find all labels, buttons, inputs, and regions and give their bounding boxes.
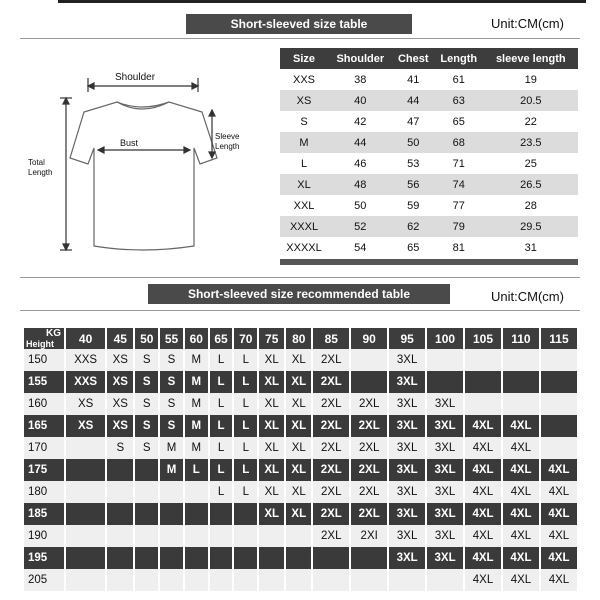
table-cell: L bbox=[300, 157, 308, 170]
size-cell: 3XL bbox=[427, 415, 463, 437]
size-cell bbox=[185, 569, 208, 591]
size-cell: 2XL bbox=[351, 481, 387, 503]
divider bbox=[20, 38, 580, 39]
shoulder-label: Shoulder bbox=[115, 72, 156, 83]
size-cell: 3XL bbox=[389, 459, 425, 481]
size-cell bbox=[286, 547, 311, 569]
size-cell: 4XL bbox=[541, 459, 577, 481]
recommend-table-header bbox=[24, 328, 577, 349]
table-cell: 31 bbox=[524, 241, 537, 254]
size-cell: XS bbox=[66, 393, 105, 415]
size-cell: L bbox=[234, 481, 257, 503]
size-cell: 3XL bbox=[389, 437, 425, 459]
size-cell bbox=[66, 459, 105, 481]
table-cell: 20.5 bbox=[484, 90, 578, 111]
size-cell: 3XL bbox=[427, 393, 463, 415]
tshirt-outline-icon bbox=[70, 102, 217, 250]
table-row bbox=[24, 371, 577, 393]
size-cell: L bbox=[210, 437, 233, 459]
table-cell: S bbox=[300, 115, 308, 128]
recommend-table-title: Short-sleeved size recommended table bbox=[148, 284, 450, 304]
size-cell bbox=[313, 547, 349, 569]
size-cell: XL bbox=[286, 459, 311, 481]
weight-header: 60 bbox=[185, 328, 208, 349]
weight-header: 55 bbox=[160, 328, 183, 349]
size-cell: S bbox=[135, 437, 158, 459]
table-cell: 25 bbox=[524, 157, 537, 170]
size-cell: M bbox=[185, 415, 208, 437]
table-cell: 62 bbox=[393, 216, 434, 237]
table-cell: 28 bbox=[524, 199, 537, 212]
total-length-label: Total Length bbox=[28, 158, 53, 177]
size-cell bbox=[313, 569, 349, 591]
size-cell: XL bbox=[259, 371, 284, 393]
table-cell: 52 bbox=[328, 216, 393, 237]
size-cell bbox=[135, 503, 158, 525]
table-cell: 81 bbox=[452, 241, 465, 254]
size-cell: L bbox=[234, 371, 257, 393]
table-cell: XS bbox=[280, 90, 328, 111]
height-cell: 155 bbox=[24, 371, 64, 393]
table-row bbox=[24, 481, 577, 503]
size-cell bbox=[185, 525, 208, 547]
size-cell: S bbox=[135, 393, 158, 415]
table-cell: 68 bbox=[434, 132, 484, 153]
weight-header: 50 bbox=[135, 328, 158, 349]
table-cell: XXL bbox=[293, 199, 315, 212]
size-cell bbox=[465, 371, 501, 393]
size-cell bbox=[135, 459, 158, 481]
size-cell: 3XL bbox=[389, 503, 425, 525]
table-cell: 59 bbox=[407, 199, 420, 212]
size-cell bbox=[107, 503, 133, 525]
size-cell: 4XL bbox=[465, 547, 501, 569]
table-row bbox=[24, 503, 577, 525]
size-cell: 4XL bbox=[503, 459, 539, 481]
size-cell: XL bbox=[286, 415, 311, 437]
size-cell: XL bbox=[286, 349, 311, 371]
weight-header: 115 bbox=[541, 328, 577, 349]
size-cell bbox=[160, 525, 183, 547]
size-cell: 4XL bbox=[541, 503, 577, 525]
size-cell bbox=[427, 349, 463, 371]
size-cell bbox=[210, 503, 233, 525]
size-cell bbox=[210, 547, 233, 569]
size-cell: L bbox=[234, 415, 257, 437]
table-cell: 40 bbox=[328, 90, 393, 111]
size-cell: 4XL bbox=[465, 503, 501, 525]
size-cell bbox=[465, 349, 501, 371]
table-cell: 47 bbox=[407, 115, 420, 128]
size-cell: 4XL bbox=[503, 481, 539, 503]
divider bbox=[20, 310, 580, 311]
size-cell: 4XL bbox=[503, 547, 539, 569]
kg-label: KG bbox=[46, 328, 61, 339]
size-cell bbox=[185, 547, 208, 569]
size-cell bbox=[503, 393, 539, 415]
divider bbox=[20, 277, 580, 278]
height-cell: 170 bbox=[24, 437, 64, 459]
size-cell: 2XI bbox=[351, 525, 387, 547]
weight-header: 95 bbox=[389, 328, 425, 349]
weight-header: 110 bbox=[503, 328, 539, 349]
size-cell bbox=[66, 481, 105, 503]
size-cell: XXS bbox=[66, 349, 105, 371]
col-header: Length bbox=[434, 48, 484, 69]
col-header: Shoulder bbox=[328, 48, 393, 69]
size-cell: XS bbox=[107, 349, 133, 371]
size-cell: 3XL bbox=[427, 525, 463, 547]
size-cell bbox=[465, 393, 501, 415]
size-cell: 3XL bbox=[427, 437, 463, 459]
table-row bbox=[280, 69, 578, 90]
table-cell: 19 bbox=[524, 73, 537, 86]
size-cell bbox=[160, 547, 183, 569]
table-cell: 53 bbox=[407, 157, 420, 170]
size-cell bbox=[160, 481, 183, 503]
size-cell: 2XL bbox=[313, 393, 349, 415]
size-cell bbox=[541, 415, 577, 437]
size-cell: 3XL bbox=[427, 503, 463, 525]
table-cell: 38 bbox=[354, 73, 367, 86]
size-cell bbox=[135, 547, 158, 569]
size-cell: 2XL bbox=[313, 525, 349, 547]
table-row bbox=[24, 569, 577, 591]
size-cell: L bbox=[210, 459, 233, 481]
weight-header: 105 bbox=[465, 328, 501, 349]
size-cell: 4XL bbox=[465, 569, 501, 591]
size-cell: S bbox=[135, 349, 158, 371]
size-cell: XL bbox=[259, 459, 284, 481]
size-cell: XS bbox=[107, 393, 133, 415]
table-cell: 79 bbox=[434, 216, 484, 237]
size-cell: 4XL bbox=[503, 503, 539, 525]
table-row bbox=[280, 153, 578, 174]
table-cell: 44 bbox=[328, 132, 393, 153]
table-cell: 56 bbox=[393, 174, 434, 195]
size-cell bbox=[259, 569, 284, 591]
size-cell bbox=[541, 349, 577, 371]
height-label: Height bbox=[26, 339, 54, 349]
size-cell: S bbox=[160, 415, 183, 437]
size-table bbox=[280, 48, 578, 258]
size-cell: XL bbox=[259, 349, 284, 371]
size-cell: M bbox=[185, 349, 208, 371]
table-row bbox=[24, 415, 577, 437]
table-cell: XXXL bbox=[280, 216, 328, 237]
size-cell bbox=[541, 371, 577, 393]
height-cell: 150 bbox=[24, 349, 64, 371]
size-cell: 3XL bbox=[389, 393, 425, 415]
table-cell: 65 bbox=[452, 115, 465, 128]
size-cell: XL bbox=[286, 481, 311, 503]
size-table-header bbox=[280, 48, 578, 69]
corner-cell bbox=[24, 328, 64, 349]
size-cell: XL bbox=[286, 503, 311, 525]
table-row bbox=[24, 525, 577, 547]
size-cell bbox=[135, 525, 158, 547]
size-cell: S bbox=[107, 437, 133, 459]
size-cell: S bbox=[135, 415, 158, 437]
table-cell: XL bbox=[280, 174, 328, 195]
weight-header: 75 bbox=[259, 328, 284, 349]
weight-header: 70 bbox=[234, 328, 257, 349]
size-cell: L bbox=[234, 459, 257, 481]
size-cell: M bbox=[185, 371, 208, 393]
size-cell: 4XL bbox=[541, 525, 577, 547]
size-cell: XS bbox=[107, 415, 133, 437]
tshirt-diagram bbox=[22, 68, 272, 268]
size-cell: 2XL bbox=[313, 503, 349, 525]
size-cell: S bbox=[160, 349, 183, 371]
size-cell bbox=[160, 569, 183, 591]
size-cell bbox=[541, 437, 577, 459]
size-cell: M bbox=[160, 437, 183, 459]
size-cell bbox=[160, 503, 183, 525]
table-cell: 65 bbox=[407, 241, 420, 254]
table-cell: 29.5 bbox=[484, 216, 578, 237]
size-cell: 4XL bbox=[503, 525, 539, 547]
size-cell bbox=[351, 371, 387, 393]
table-cell: 71 bbox=[452, 157, 465, 170]
sleeve-length-label: Sleeve Length bbox=[215, 132, 240, 151]
size-cell: XL bbox=[259, 393, 284, 415]
size-cell: 4XL bbox=[465, 481, 501, 503]
size-table-unit: Unit:CM(cm) bbox=[491, 16, 564, 31]
size-cell: 4XL bbox=[465, 415, 501, 437]
size-cell bbox=[234, 569, 257, 591]
size-cell bbox=[66, 547, 105, 569]
size-cell: 2XL bbox=[351, 415, 387, 437]
weight-header: 40 bbox=[66, 328, 105, 349]
table-cell: 23.5 bbox=[484, 132, 578, 153]
size-cell: L bbox=[210, 371, 233, 393]
size-cell bbox=[503, 371, 539, 393]
size-cell: 4XL bbox=[541, 547, 577, 569]
table-cell: 63 bbox=[434, 90, 484, 111]
size-cell: XL bbox=[259, 481, 284, 503]
table-cell: XXXXL bbox=[286, 241, 322, 254]
size-cell: XL bbox=[259, 437, 284, 459]
size-cell: 4XL bbox=[541, 569, 577, 591]
size-cell bbox=[351, 569, 387, 591]
size-cell bbox=[427, 569, 463, 591]
weight-header: 65 bbox=[210, 328, 233, 349]
size-cell: 2XL bbox=[351, 459, 387, 481]
size-cell: L bbox=[210, 393, 233, 415]
size-cell: XXS bbox=[66, 371, 105, 393]
table-cell: 77 bbox=[452, 199, 465, 212]
size-cell bbox=[66, 437, 105, 459]
size-cell: 2XL bbox=[313, 481, 349, 503]
size-cell bbox=[66, 503, 105, 525]
height-cell: 165 bbox=[24, 415, 64, 437]
size-cell: 2XL bbox=[313, 415, 349, 437]
size-cell bbox=[210, 569, 233, 591]
size-table-footer bbox=[280, 259, 578, 265]
table-row bbox=[280, 237, 578, 258]
table-row bbox=[280, 216, 578, 237]
size-cell: 4XL bbox=[465, 459, 501, 481]
size-cell bbox=[107, 547, 133, 569]
size-cell bbox=[210, 525, 233, 547]
size-cell bbox=[107, 569, 133, 591]
table-cell: 44 bbox=[393, 90, 434, 111]
size-cell: XS bbox=[107, 371, 133, 393]
table-cell: 50 bbox=[393, 132, 434, 153]
size-cell: 4XL bbox=[541, 481, 577, 503]
size-cell: L bbox=[185, 459, 208, 481]
size-cell: XL bbox=[286, 371, 311, 393]
recommend-table bbox=[22, 328, 579, 591]
table-cell: 61 bbox=[452, 73, 465, 86]
size-cell bbox=[286, 525, 311, 547]
size-cell bbox=[234, 525, 257, 547]
size-cell: M bbox=[185, 437, 208, 459]
size-cell: 4XL bbox=[503, 437, 539, 459]
size-cell: 2XL bbox=[351, 393, 387, 415]
size-cell: 3XL bbox=[389, 349, 425, 371]
size-cell bbox=[107, 481, 133, 503]
size-cell: S bbox=[160, 393, 183, 415]
table-row bbox=[280, 90, 578, 111]
bust-label: Bust bbox=[120, 138, 139, 148]
size-cell: XL bbox=[286, 393, 311, 415]
size-cell bbox=[185, 503, 208, 525]
table-cell: 26.5 bbox=[484, 174, 578, 195]
size-cell bbox=[234, 503, 257, 525]
top-border bbox=[58, 0, 586, 3]
table-cell: 41 bbox=[407, 73, 420, 86]
height-cell: 175 bbox=[24, 459, 64, 481]
table-cell: M bbox=[280, 132, 328, 153]
size-cell: 4XL bbox=[503, 569, 539, 591]
size-cell: 3XL bbox=[389, 415, 425, 437]
size-cell bbox=[135, 481, 158, 503]
col-header: sleeve length bbox=[484, 48, 578, 69]
table-cell: 22 bbox=[524, 115, 537, 128]
table-cell: 42 bbox=[354, 115, 367, 128]
size-cell: 3XL bbox=[427, 459, 463, 481]
size-cell: XL bbox=[259, 503, 284, 525]
size-cell bbox=[185, 481, 208, 503]
size-cell: M bbox=[185, 393, 208, 415]
table-cell: 74 bbox=[434, 174, 484, 195]
table-cell: 54 bbox=[354, 241, 367, 254]
size-cell: 2XL bbox=[313, 371, 349, 393]
table-row bbox=[24, 459, 577, 481]
size-cell: 4XL bbox=[465, 525, 501, 547]
table-cell: 46 bbox=[354, 157, 367, 170]
table-row bbox=[280, 195, 578, 216]
size-cell bbox=[427, 371, 463, 393]
size-cell: 3XL bbox=[389, 525, 425, 547]
table-row bbox=[280, 174, 578, 195]
size-cell: 4XL bbox=[503, 415, 539, 437]
size-cell: 2XL bbox=[351, 503, 387, 525]
size-cell: 3XL bbox=[389, 481, 425, 503]
size-cell: 2XL bbox=[313, 459, 349, 481]
size-cell: 2XL bbox=[351, 437, 387, 459]
size-cell: S bbox=[160, 371, 183, 393]
size-cell: L bbox=[210, 349, 233, 371]
size-cell bbox=[259, 547, 284, 569]
table-row bbox=[24, 349, 577, 371]
size-cell bbox=[107, 525, 133, 547]
size-cell bbox=[66, 569, 105, 591]
height-cell: 190 bbox=[24, 525, 64, 547]
table-cell: 48 bbox=[328, 174, 393, 195]
size-cell bbox=[389, 569, 425, 591]
size-cell bbox=[351, 349, 387, 371]
size-cell: XS bbox=[66, 415, 105, 437]
weight-header: 90 bbox=[351, 328, 387, 349]
size-cell: 2XL bbox=[313, 437, 349, 459]
weight-header: 45 bbox=[107, 328, 133, 349]
size-cell: L bbox=[234, 349, 257, 371]
size-cell: 4XL bbox=[465, 437, 501, 459]
size-cell: S bbox=[135, 371, 158, 393]
measure-arrows bbox=[60, 78, 215, 250]
size-cell: L bbox=[210, 415, 233, 437]
table-cell: 50 bbox=[354, 199, 367, 212]
table-row bbox=[280, 111, 578, 132]
size-table-title: Short-sleeved size table bbox=[186, 14, 412, 34]
weight-header: 80 bbox=[286, 328, 311, 349]
size-cell: 3XL bbox=[427, 547, 463, 569]
size-cell: 3XL bbox=[389, 547, 425, 569]
size-cell bbox=[541, 393, 577, 415]
size-cell: L bbox=[234, 437, 257, 459]
weight-header: 100 bbox=[427, 328, 463, 349]
table-cell: XXS bbox=[293, 73, 316, 86]
table-row bbox=[24, 393, 577, 415]
table-row bbox=[24, 547, 577, 569]
size-cell bbox=[107, 459, 133, 481]
size-cell: XL bbox=[286, 437, 311, 459]
size-cell bbox=[351, 547, 387, 569]
size-cell bbox=[135, 569, 158, 591]
size-cell: 2XL bbox=[313, 349, 349, 371]
size-cell bbox=[234, 547, 257, 569]
height-cell: 160 bbox=[24, 393, 64, 415]
table-row bbox=[24, 437, 577, 459]
size-cell bbox=[286, 569, 311, 591]
table-row bbox=[280, 132, 578, 153]
size-cell: XL bbox=[259, 415, 284, 437]
weight-header: 85 bbox=[313, 328, 349, 349]
col-header: Size bbox=[280, 48, 328, 69]
height-cell: 195 bbox=[24, 547, 64, 569]
height-cell: 205 bbox=[24, 569, 64, 591]
size-cell: L bbox=[234, 393, 257, 415]
col-header: Chest bbox=[393, 48, 434, 69]
height-cell: 180 bbox=[24, 481, 64, 503]
height-cell: 185 bbox=[24, 503, 64, 525]
size-cell bbox=[503, 349, 539, 371]
size-cell bbox=[66, 525, 105, 547]
size-cell: M bbox=[160, 459, 183, 481]
size-cell: 3XL bbox=[389, 371, 425, 393]
size-cell bbox=[259, 525, 284, 547]
size-cell: 3XL bbox=[427, 481, 463, 503]
size-cell: L bbox=[210, 481, 233, 503]
recommend-table-unit: Unit:CM(cm) bbox=[491, 289, 564, 304]
